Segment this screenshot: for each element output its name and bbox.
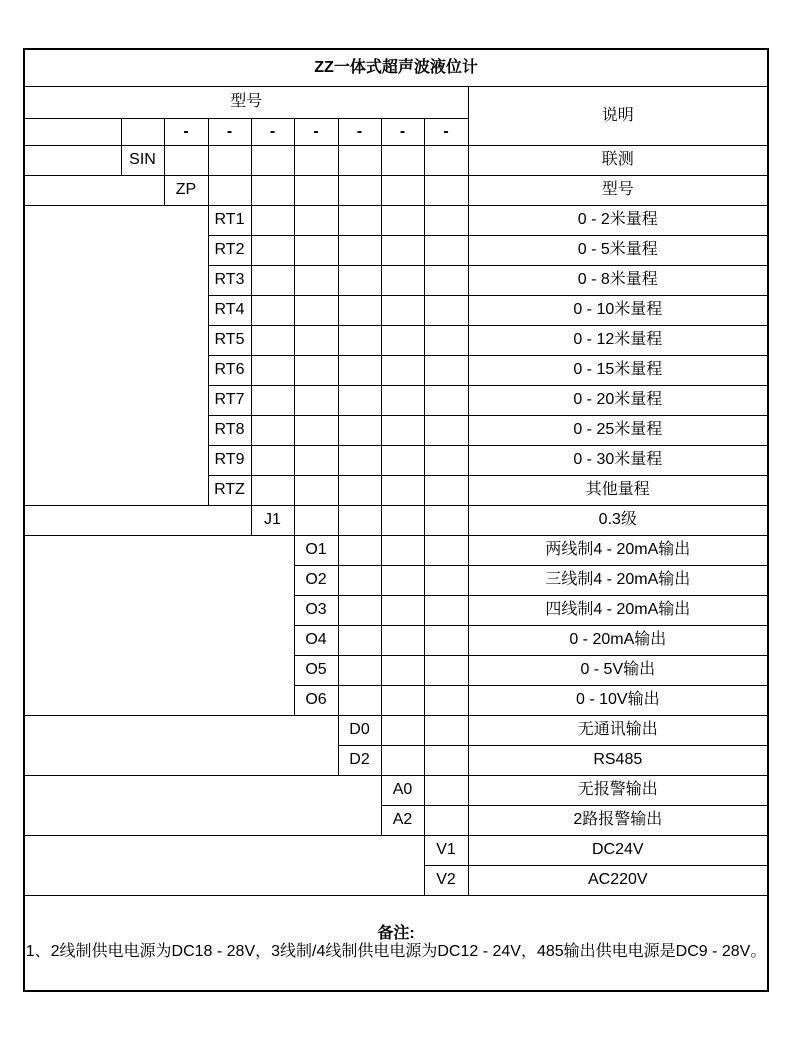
- empty-cell: [381, 296, 424, 326]
- code-rt6: RT6: [208, 356, 251, 386]
- code-rt2: RT2: [208, 236, 251, 266]
- empty-cell: [338, 266, 381, 296]
- code-rt1: RT1: [208, 206, 251, 236]
- description-cell: 0 - 20米量程: [468, 386, 768, 416]
- empty-cell: [251, 296, 294, 326]
- empty-cell: [294, 236, 338, 266]
- empty-cell: [164, 146, 208, 176]
- empty-cell: [381, 596, 424, 626]
- empty-cell: [251, 266, 294, 296]
- model-code-table: [23, 48, 769, 992]
- empty-cell: [424, 656, 468, 686]
- empty-cell: [381, 566, 424, 596]
- empty-cell: [208, 146, 251, 176]
- empty-cell: [294, 296, 338, 326]
- description-cell: 0.3级: [468, 506, 768, 536]
- code-separator: -: [338, 119, 381, 146]
- empty-cell: [381, 656, 424, 686]
- code-v1: V1: [424, 836, 468, 866]
- empty-cell: [424, 596, 468, 626]
- empty-cell: [294, 386, 338, 416]
- empty-cell: [381, 416, 424, 446]
- empty-cell: [424, 446, 468, 476]
- empty-cell: [424, 746, 468, 776]
- empty-cell: [251, 236, 294, 266]
- empty-cell: [338, 356, 381, 386]
- empty-cell: [294, 446, 338, 476]
- section-label-comm-output: 通讯输出类型: [24, 716, 338, 776]
- empty-cell: [424, 326, 468, 356]
- empty-cell: [251, 416, 294, 446]
- header-description: 说明: [468, 87, 768, 146]
- empty-cell: [424, 206, 468, 236]
- section-label-model: 型号: [24, 176, 164, 206]
- notes-cell: [24, 896, 768, 992]
- empty-cell: [208, 176, 251, 206]
- empty-cell: [424, 146, 468, 176]
- empty-cell: [338, 236, 381, 266]
- description-cell: DC24V: [468, 836, 768, 866]
- empty-cell: [381, 266, 424, 296]
- description-cell: 0 - 8米量程: [468, 266, 768, 296]
- code-separator: -: [294, 119, 338, 146]
- empty-cell: [381, 716, 424, 746]
- empty-cell: [381, 476, 424, 506]
- empty-cell: [251, 176, 294, 206]
- empty-cell: [338, 566, 381, 596]
- empty-cell: [424, 776, 468, 806]
- empty-cell: [338, 476, 381, 506]
- empty-cell: [338, 536, 381, 566]
- description-cell: 0 - 25米量程: [468, 416, 768, 446]
- description-cell: 四线制4 - 20mA输出: [468, 596, 768, 626]
- empty-cell: [24, 119, 121, 146]
- header-model: 型号: [24, 87, 468, 119]
- empty-cell: [424, 716, 468, 746]
- description-cell: RS485: [468, 746, 768, 776]
- description-cell: 两线制4 - 20mA输出: [468, 536, 768, 566]
- empty-cell: [424, 176, 468, 206]
- description-cell: 三线制4 - 20mA输出: [468, 566, 768, 596]
- section-label-transmit-output: 变送输出类型: [24, 536, 294, 716]
- empty-cell: [294, 326, 338, 356]
- code-a2: A2: [381, 806, 424, 836]
- empty-cell: [381, 356, 424, 386]
- description-cell: 型号: [468, 176, 768, 206]
- description-cell: 其他量程: [468, 476, 768, 506]
- code-rt4: RT4: [208, 296, 251, 326]
- description-cell: 0 - 20mA输出: [468, 626, 768, 656]
- empty-cell: [338, 446, 381, 476]
- code-separator: -: [424, 119, 468, 146]
- empty-cell: [424, 386, 468, 416]
- code-o3: O3: [294, 596, 338, 626]
- notes-body: 1、2线制供电电源为DC18 - 28V，3线制/4线制供电电源为DC12 - 24V，485输出供电电源是DC9 - 28V。: [25, 943, 767, 960]
- section-label-company: 公司名称: [24, 146, 121, 176]
- code-a0: A0: [381, 776, 424, 806]
- empty-cell: [381, 686, 424, 716]
- description-cell: 0 - 12米量程: [468, 326, 768, 356]
- code-d2: D2: [338, 746, 381, 776]
- empty-cell: [424, 536, 468, 566]
- description-cell: 0 - 5V输出: [468, 656, 768, 686]
- code-rt7: RT7: [208, 386, 251, 416]
- empty-cell: [424, 476, 468, 506]
- empty-cell: [338, 686, 381, 716]
- empty-cell: [424, 356, 468, 386]
- empty-cell: [424, 686, 468, 716]
- empty-cell: [338, 506, 381, 536]
- empty-cell: [338, 176, 381, 206]
- section-label-alarm-output: 报警输出: [24, 776, 381, 836]
- code-rt8: RT8: [208, 416, 251, 446]
- description-cell: 无通讯输出: [468, 716, 768, 746]
- empty-cell: [381, 326, 424, 356]
- empty-cell: [338, 596, 381, 626]
- code-d0: D0: [338, 716, 381, 746]
- empty-cell: [424, 416, 468, 446]
- empty-cell: [381, 176, 424, 206]
- empty-cell: [121, 119, 164, 146]
- empty-cell: [424, 236, 468, 266]
- empty-cell: [381, 536, 424, 566]
- empty-cell: [424, 296, 468, 326]
- section-label-range: 量程: [24, 206, 208, 506]
- empty-cell: [338, 206, 381, 236]
- empty-cell: [251, 446, 294, 476]
- empty-cell: [381, 446, 424, 476]
- empty-cell: [251, 206, 294, 236]
- empty-cell: [338, 656, 381, 686]
- code-o4: O4: [294, 626, 338, 656]
- code-rt3: RT3: [208, 266, 251, 296]
- description-cell: 0 - 2米量程: [468, 206, 768, 236]
- empty-cell: [294, 266, 338, 296]
- empty-cell: [338, 386, 381, 416]
- empty-cell: [294, 476, 338, 506]
- code-separator: -: [208, 119, 251, 146]
- empty-cell: [424, 806, 468, 836]
- empty-cell: [338, 296, 381, 326]
- empty-cell: [381, 626, 424, 656]
- code-o6: O6: [294, 686, 338, 716]
- code-separator: -: [251, 119, 294, 146]
- description-cell: 无报警输出: [468, 776, 768, 806]
- empty-cell: [424, 266, 468, 296]
- empty-cell: [294, 356, 338, 386]
- empty-cell: [294, 206, 338, 236]
- section-label-accuracy: 精度等级: [24, 506, 251, 536]
- empty-cell: [294, 416, 338, 446]
- empty-cell: [381, 386, 424, 416]
- empty-cell: [381, 146, 424, 176]
- empty-cell: [338, 326, 381, 356]
- table-title: ZZ一体式超声波液位计: [24, 49, 768, 87]
- empty-cell: [294, 506, 338, 536]
- empty-cell: [251, 476, 294, 506]
- empty-cell: [251, 146, 294, 176]
- description-cell: 联测: [468, 146, 768, 176]
- code-v2: V2: [424, 866, 468, 896]
- empty-cell: [338, 626, 381, 656]
- code-o1: O1: [294, 536, 338, 566]
- description-cell: AC220V: [468, 866, 768, 896]
- code-separator: -: [164, 119, 208, 146]
- description-cell: 0 - 5米量程: [468, 236, 768, 266]
- empty-cell: [381, 506, 424, 536]
- description-cell: 0 - 10V输出: [468, 686, 768, 716]
- empty-cell: [424, 506, 468, 536]
- description-cell: 2路报警输出: [468, 806, 768, 836]
- empty-cell: [381, 746, 424, 776]
- code-o2: O2: [294, 566, 338, 596]
- empty-cell: [338, 416, 381, 446]
- empty-cell: [424, 566, 468, 596]
- code-o5: O5: [294, 656, 338, 686]
- spec-sheet: [23, 48, 769, 992]
- empty-cell: [251, 326, 294, 356]
- empty-cell: [251, 386, 294, 416]
- code-rt9: RT9: [208, 446, 251, 476]
- code-sin: SIN: [121, 146, 164, 176]
- code-rtz: RTZ: [208, 476, 251, 506]
- code-zp: ZP: [164, 176, 208, 206]
- empty-cell: [294, 146, 338, 176]
- code-j1: J1: [251, 506, 294, 536]
- description-cell: 0 - 10米量程: [468, 296, 768, 326]
- description-cell: 0 - 15米量程: [468, 356, 768, 386]
- notes-heading: 备注:: [377, 924, 415, 942]
- empty-cell: [251, 356, 294, 386]
- description-cell: 0 - 30米量程: [468, 446, 768, 476]
- code-rt5: RT5: [208, 326, 251, 356]
- empty-cell: [381, 236, 424, 266]
- empty-cell: [381, 206, 424, 236]
- empty-cell: [338, 146, 381, 176]
- empty-cell: [424, 626, 468, 656]
- empty-cell: [294, 176, 338, 206]
- code-separator: -: [381, 119, 424, 146]
- section-label-power: 供电电源: [24, 836, 424, 896]
